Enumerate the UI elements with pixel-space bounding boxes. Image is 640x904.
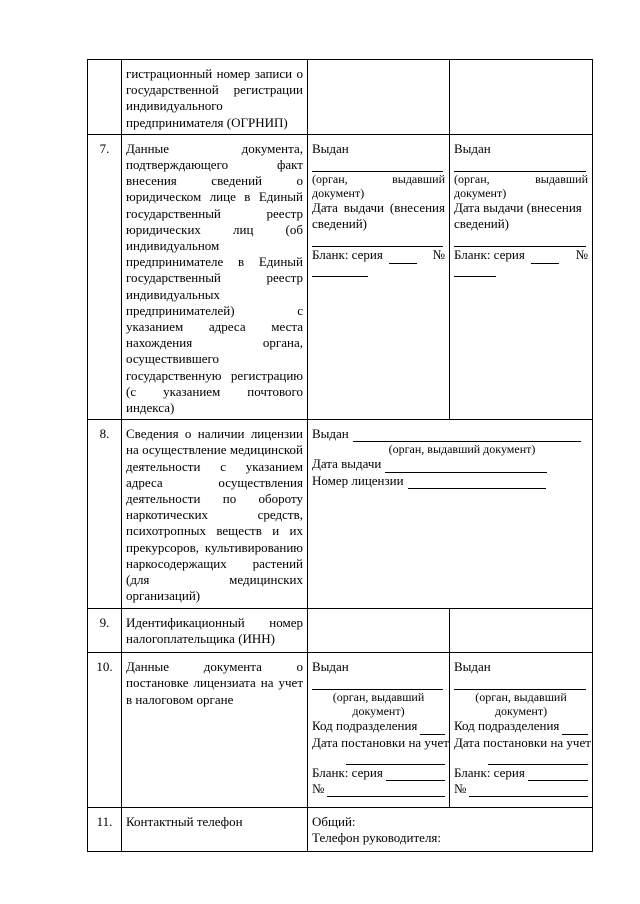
division-line[interactable] <box>562 721 588 735</box>
division-label: Код подразделения <box>454 718 560 734</box>
division-field <box>454 718 588 734</box>
blank-label: Бланк: серия <box>312 247 383 263</box>
date-line[interactable] <box>385 460 547 473</box>
date-line-row <box>454 751 588 765</box>
date-field <box>312 456 588 472</box>
issued-label: Выдан <box>312 140 349 156</box>
series-line[interactable] <box>389 251 417 264</box>
row-number: 8. <box>88 420 122 609</box>
inn-cell-1[interactable] <box>308 609 450 653</box>
date-line[interactable] <box>488 751 588 765</box>
row-number: 7. <box>88 134 122 419</box>
row-description: Сведения о наличии лицензии на осуществление медицинской деятельности с указанием адреса осуществления деятельности по обороту наркотических средств, психотропных веществ и их прекурсоров, культивированию наркосодержащих растений (для медицинских организаций) <box>122 420 308 609</box>
date-line-row <box>312 751 445 765</box>
series-line[interactable] <box>386 767 445 781</box>
division-field <box>312 718 445 734</box>
number-line[interactable] <box>312 264 368 277</box>
row-description: Данные документа о постановке лицензиата на учет в налоговом органе <box>122 653 308 808</box>
row-description: Идентификационный номер налогоплательщика (ИНН) <box>122 609 308 653</box>
value-cell-2[interactable] <box>450 60 593 135</box>
inn-cell-2[interactable] <box>450 609 593 653</box>
series-line[interactable] <box>528 767 588 781</box>
table-row-8 <box>88 420 593 609</box>
phone-general-label: Общий: <box>312 814 356 830</box>
issued-label: Выдан <box>454 140 491 156</box>
table-row-ogrnip <box>88 60 593 135</box>
row-description: гистрационный номер записи о государственной регистрации индивидуального предпринимателя (ОГРНИП) <box>122 60 308 135</box>
issued-label: Выдан <box>312 659 349 675</box>
tax-doc-cell-1[interactable] <box>308 653 450 808</box>
number-sign: № <box>454 781 467 797</box>
date-label: Дата выдачи <box>312 456 382 472</box>
blank-label: Бланк: серия <box>454 764 525 780</box>
date-line[interactable] <box>312 232 443 247</box>
number-field <box>312 781 445 797</box>
table-row-10 <box>88 653 593 808</box>
date-line[interactable] <box>454 232 586 247</box>
license-cell[interactable] <box>308 420 593 609</box>
value-cell-1[interactable] <box>308 60 450 135</box>
issued-line[interactable] <box>312 675 443 690</box>
issued-line[interactable] <box>312 157 443 172</box>
issuer-caption: (орган, выдавший документ) <box>332 690 425 719</box>
registry-doc-cell-2[interactable] <box>450 134 593 419</box>
phone-head-label: Телефон руководителя: <box>312 830 442 846</box>
date-field <box>312 734 449 751</box>
table-row-7 <box>88 134 593 419</box>
number-sign: № <box>312 781 325 797</box>
row-number: 10. <box>88 653 122 808</box>
number-sign: № <box>575 247 588 263</box>
date-label: Дата постановки на учет <box>454 734 591 750</box>
license-number-line[interactable] <box>408 476 546 489</box>
issued-label: Выдан <box>454 659 491 675</box>
tax-doc-cell-2[interactable] <box>450 653 593 808</box>
issuer-caption: (орган, выдавший документ) <box>475 690 567 719</box>
issuer-caption: (орган, выдавший документ) <box>454 172 588 201</box>
table-row-9 <box>88 609 593 653</box>
issued-line[interactable] <box>454 157 586 172</box>
issued-line[interactable] <box>454 675 586 690</box>
date-line[interactable] <box>346 751 445 765</box>
division-label: Код подразделения <box>312 718 418 734</box>
number-field <box>454 781 588 797</box>
issuer-caption: (орган, выдавший документ) <box>312 172 445 201</box>
date-field <box>454 734 591 751</box>
blank-series-field <box>312 765 445 781</box>
license-number-field <box>312 473 588 489</box>
issued-label: Выдан <box>312 426 349 442</box>
number-line[interactable] <box>469 783 588 797</box>
blank-label: Бланк: серия <box>454 247 525 263</box>
license-form-table <box>87 59 593 852</box>
blank-series-field <box>312 247 445 263</box>
row-description: Данные документа, подтверждающего факт внесения сведений о юридическом лице в Единый государственный реестр юридических лиц (об индивидуальном предпринимателе в Единый государственный реестр индивидуальных предпринимателей) с указанием адреса места нахождения органа, осуществившего государственную регистрацию (с указанием почтового индекса) <box>122 134 308 419</box>
row-number: 11. <box>88 808 122 852</box>
registry-doc-cell-1[interactable] <box>308 134 450 419</box>
number-sign: № <box>432 247 445 263</box>
blank-label: Бланк: серия <box>312 764 383 780</box>
table-row-11 <box>88 808 593 852</box>
date-label: Дата выдачи (внесения сведений) <box>312 200 445 232</box>
phone-cell[interactable] <box>308 808 593 852</box>
number-line[interactable] <box>327 783 445 797</box>
row-number: 9. <box>88 609 122 653</box>
date-label: Дата выдачи (внесения сведений) <box>454 200 582 232</box>
blank-series-field <box>454 765 588 781</box>
issued-field <box>312 426 588 442</box>
issued-line[interactable] <box>353 429 581 442</box>
number-line[interactable] <box>454 264 496 277</box>
division-line[interactable] <box>420 721 445 735</box>
issuer-caption: (орган, выдавший документ) <box>388 442 536 457</box>
row-description: Контактный телефон <box>122 808 308 852</box>
series-line[interactable] <box>531 251 559 264</box>
blank-series-field <box>454 247 588 263</box>
license-number-label: Номер лицензии <box>312 472 404 488</box>
date-label: Дата постановки на учет <box>312 734 449 750</box>
row-number <box>88 60 122 135</box>
